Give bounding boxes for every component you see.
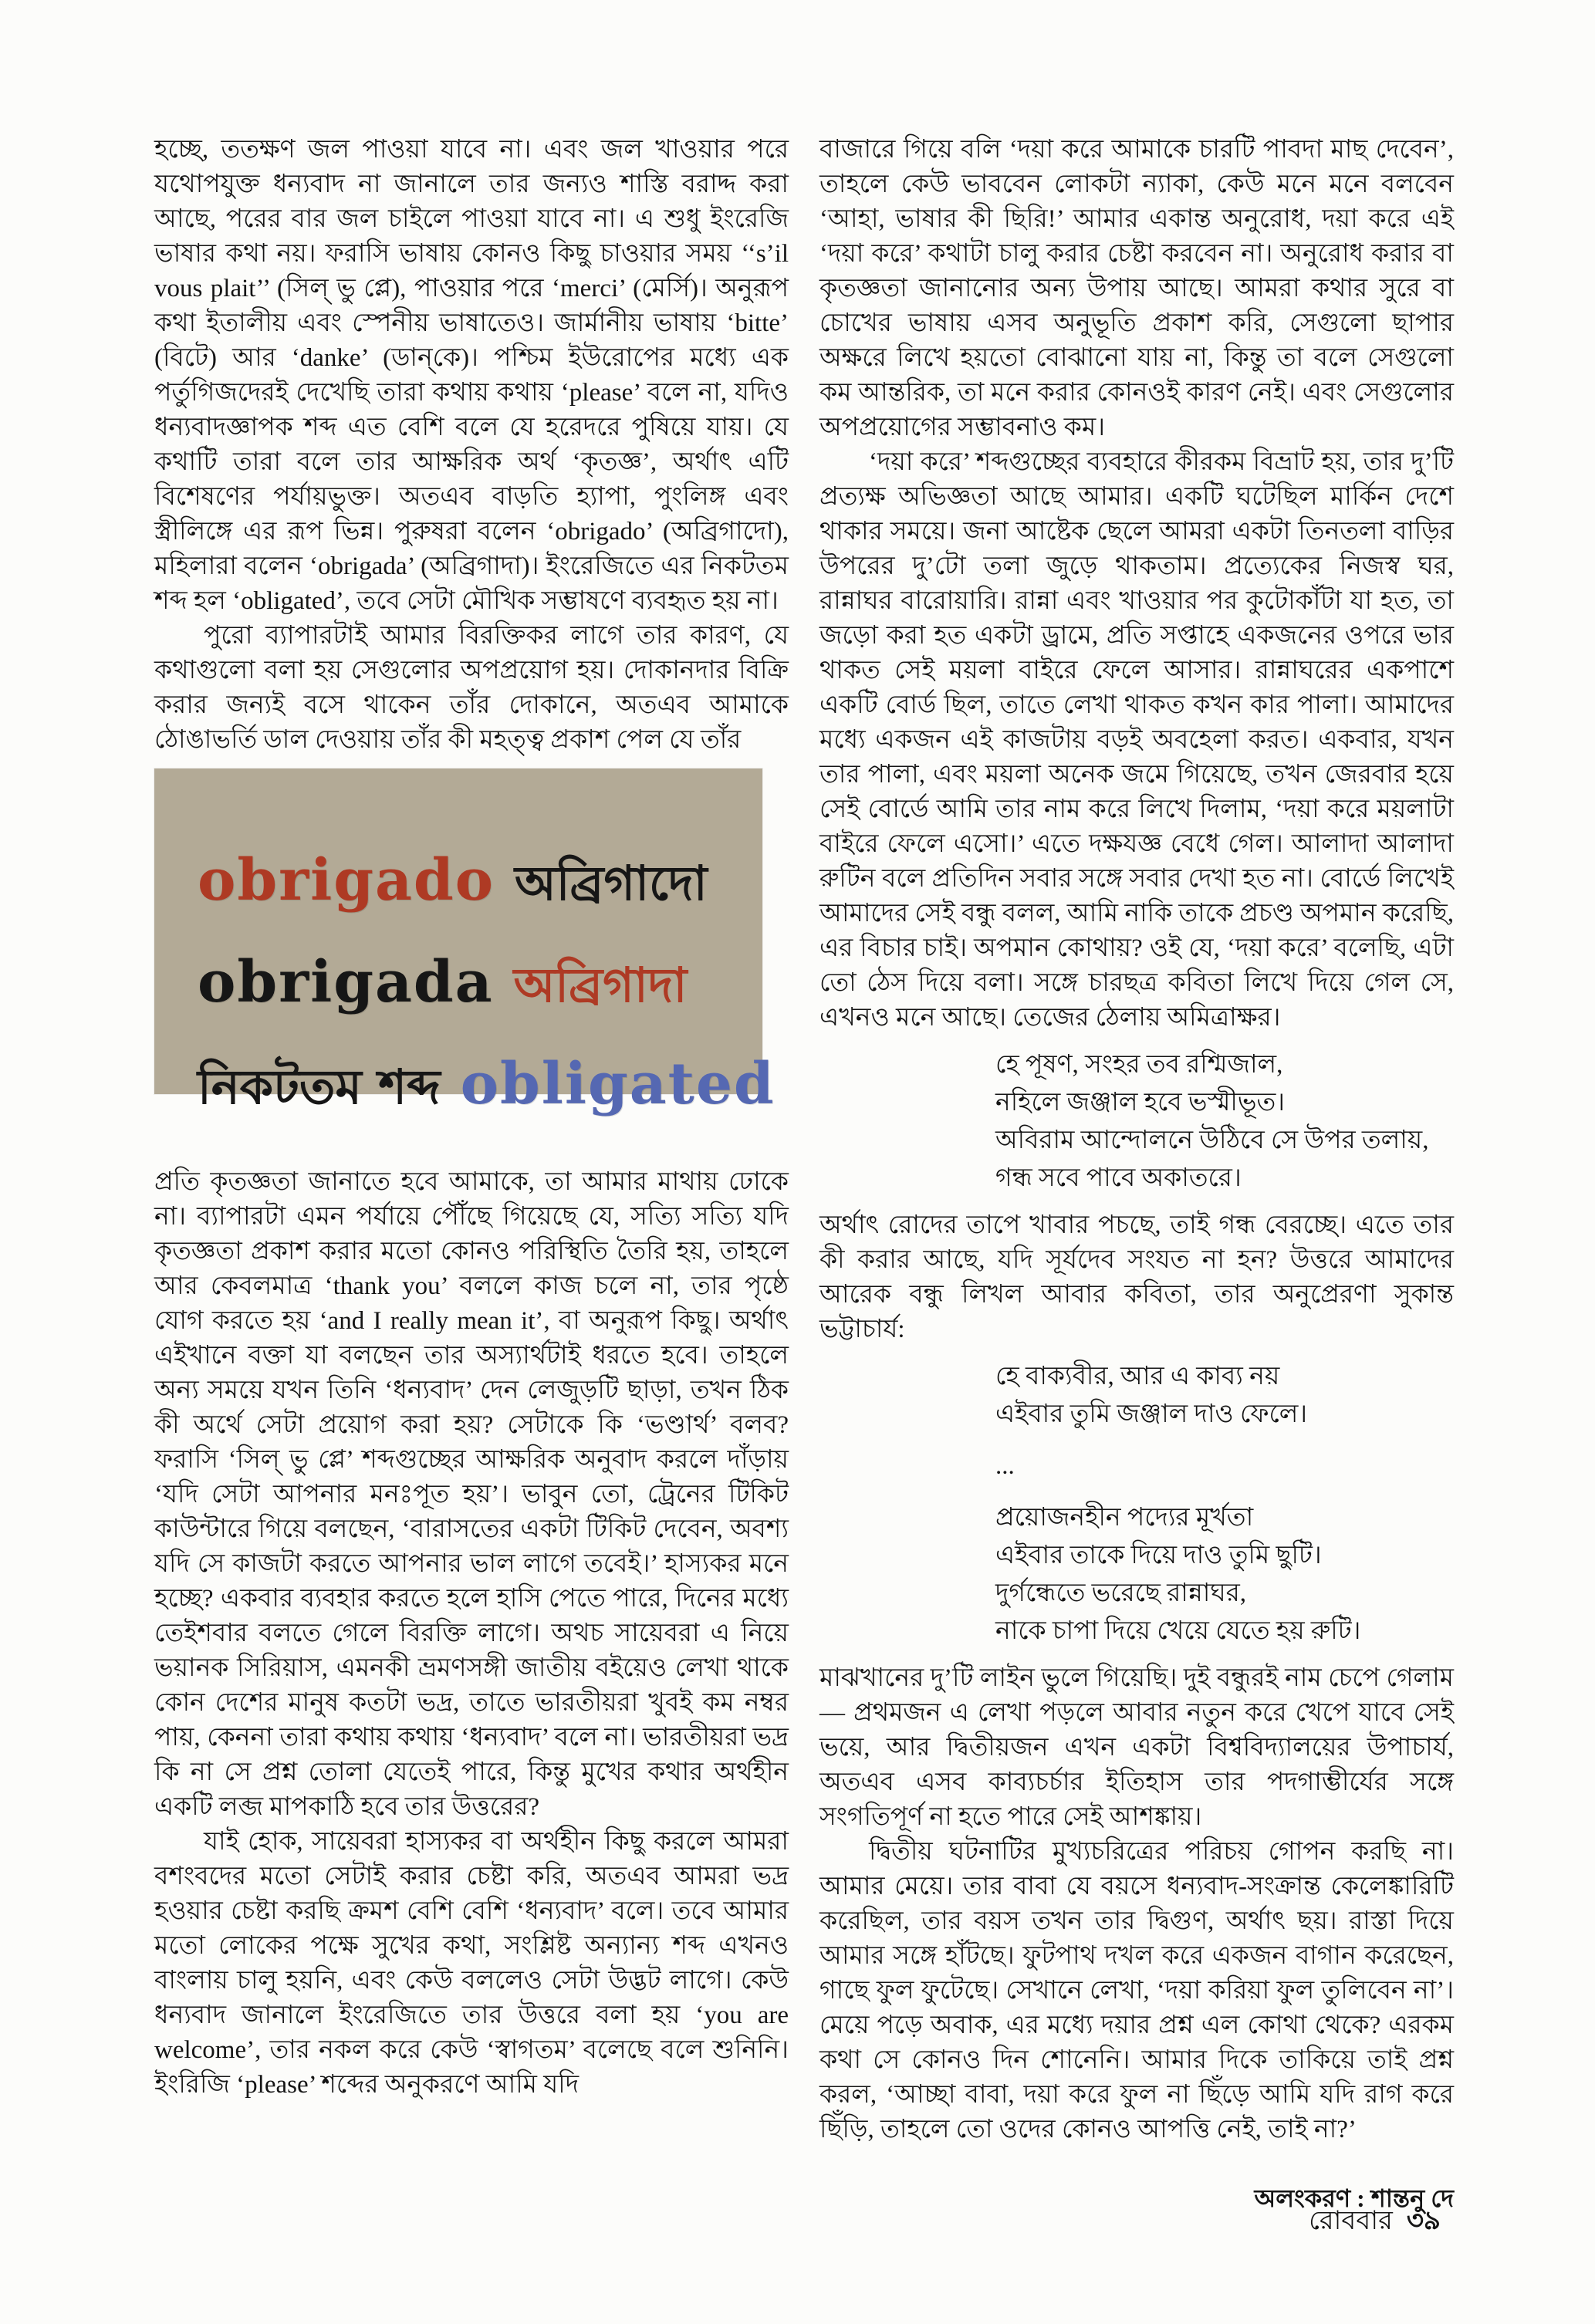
poem-line: হে পূষণ, সংহর তব রশ্মিজাল, [995,1051,1283,1079]
right-paragraph-2: ‘দয়া করে’ শব্দগুচ্ছের ব্যবহারে কীরকম বিভ্রাট হয়, তার দু’টি প্রত্যক্ষ অভিজ্ঞতা আছে আমার। একটি ঘটেছিল মার্কিন দেশে থাকার সময়ে। জনা আষ্টেক ছেলে আমরা একটা তিনতলা বাড়ির উপরের দু’টো তলা জুড়ে থাকতাম। প্রত্যেকের নিজস্ব ঘর, রান্নাঘর বারোয়ারি। রান্না এবং খাওয়ার পর কুটোকাঁটা যা হত, তা জড়ো করা হত একটা ড্রামে, প্রতি সপ্তাহে একজনের ওপরে ভার থাকত সেই ময়লা বাইরে ফেলে আসার। রান্নাঘরের একপাশে একটি বোর্ড ছিল, তাতে লেখা থাকত কখন কার পালা। আমাদের মধ্যে একজন এই কাজটায় বড়ই অবহেলা করত। একবার, যখন তার পালা, এবং ময়লা অনেক জমে গিয়েছে, তখন জেরবার হয়ে সেই বোর্ডে আমি তার নাম করে লিখে দিলাম, ‘দয়া করে ময়লাটা বাইরে ফেলে এসো।’ এতে দক্ষযজ্ঞ বেধে গেল। আলাদা আলাদা রুটিন বলে প্রতিদিন সবার সঙ্গে সবার দেখা হত না। বোর্ডে লিখেই আমাদের সেই বন্ধু বলল, আমি নাকি তাকে প্রচণ্ড অপমান করেছি, এর বিচার চাই। অপমান কোথায়? ওই যে, ‘দয়া করে’ বলেছি, এটা তো ঠেস দিয়ে বলা। সঙ্গে চারছত্র কবিতা লিখে দিয়ে গেল সে, এখনও মনে আছে। তেজের ঠেলায় অমিত্রাক্ষর। [819,448,1454,1032]
left-paragraph-3: যাই হোক, সায়েবরা হাস্যকর বা অর্থহীন কিছু করলে আমরা বশংবদের মতো সেটাই করার চেষ্টা করি, অতএব আমরা ভদ্র হওয়ার চেষ্টা করছি ক্রমশ বেশি বেশি ‘ধন্যবাদ’ বলে। তবে আমার মতো লোকের পক্ষে সুখের কথা, সংশ্লিষ্ট অন্যান্য শব্দ এখনও বাংলায় চালু হয়নি, এবং কেউ বললেও সেটা উদ্ভট লাগে। কেউ ধন্যবাদ জানালে ইংরেজিতে তার উত্তরে বলা হয় ‘you are welcome’, তার নকল করে কেউ ‘স্বাগতম’ বলেছে বলে শুনিনি। ইংরিজি ‘please’ শব্দের অনুকরণে আমি যদি [154,1828,789,2099]
poem-ellipsis-line: ... [995,1452,1015,1480]
poem-line: দুর্গন্ধেতে ভরেছে রান্নাঘর, [995,1579,1247,1607]
illustration-word-obrigado: obrigado [198,847,495,914]
footer-section-label: রোববার [1309,2207,1393,2235]
illustration-word-obrigado-bengali: অব্রিগাদো [515,855,708,911]
right-paragraph-5: দ্বিতীয় ঘটনাটির মুখ্যচরিত্রের পরিচয় গোপন করছি না। আমার মেয়ে। তার বাবা যে বয়সে ধন্যবাদ-সংক্রান্ত কেলেঙ্কারিটি করেছিল, তার বয়স তখন তার দ্বিগুণ, অর্থাৎ ছয়। রাস্তা দিয়ে আমার সঙ্গে হাঁটছে। ফুটপাথ দখল করে একজন বাগান করেছেন, গাছে ফুল ফুটেছে। সেখানে লেখা, ‘দয়া করিয়া ফুল তুলিবেন না’। মেয়ে পড়ে অবাক, এর মধ্যে দয়ার প্রশ্ন এল কোথা থেকে? এরকম কথা সে কোনও দিন শোনেনি। আমার দিকে তাকিয়ে তাই প্রশ্ন করল, ‘আচ্ছা বাবা, দয়া করে ফুল না ছিঁড়ে আমি যদি রাগ করে ছিঁড়ি, তাহলে তো ওদের কোনও আপত্তি নেই, তাই না?’ [819,1838,1454,2143]
poem-line: এইবার তাকে দিয়ে দাও তুমি ছুটি। [995,1542,1322,1569]
page-number: ৩৯ [1406,2207,1441,2235]
right-paragraph-1: বাজারে গিয়ে বলি ‘দয়া করে আমাকে চারটি পাবদা মাছ দেবেন’, তাহলে কেউ ভাববেন লোকটা ন্যাকা, কেউ মনে মনে বলবেন ‘আহা, ভাষার কী ছিরি!’ আমার একান্ত অনুরোধ, দয়া করে এই ‘দয়া করে’ কথাটা চালু করার চেষ্টা করবেন না। অনুরোধ করার বা কৃতজ্ঞতা জানানোর অন্য উপায় আছে। আমরা কথার সুরে বা চোখের ভাষায় এসব অনুভূতি প্রকাশ করি, সেগুলো ছাপার অক্ষরে লিখে হয়তো বোঝানো যায় না, কিন্তু তা বলে সেগুলো কম আন্তরিক, তা মনে করার কোনওই কারণ নেই। এবং সেগুলোর অপপ্রয়োগের সম্ভাবনাও কম। [819,136,1454,441]
poem-pushan [995,1046,1454,1197]
left-paragraph-1: হচ্ছে, ততক্ষণ জল পাওয়া যাবে না। এবং জল খাওয়ার পরে যথোপযুক্ত ধন্যবাদ না জানালে তার জন্যও শাস্তি বরাদ্দ করা আছে, পরের বার জল চাইলে পাওয়া যাবে না। এ শুধু ইংরেজি ভাষার কথা নয়। ফরাসি ভাষায় কোনও কিছু চাওয়ার সময় ‘‘s’il vous plait’’ (সিল্ ভু প্লে), পাওয়ার পরে ‘merci’ (মের্সি)। অনুরূপ কথা ইতালীয় এবং স্পেনীয় ভাষাতেও। জার্মানীয় ভাষায় ‘bitte’ (বিটে) আর ‘danke’ (ডান্‌কে)। পশ্চিম ইউরোপের মধ্যে এক পর্তুগিজদেরই দেখেছি তারা কথায় কথায় ‘please’ বলে না, যদিও ধন্যবাদজ্ঞাপক শব্দ এত বেশি বলে যে হরেদরে পুষিয়ে যায়। যে কথাটি তারা বলে তার আক্ষরিক অর্থ ‘কৃতজ্ঞ’, অর্থাৎ এটি বিশেষণের পর্যায়ভুক্ত। অতএব বাড়তি হ্যাপা, পুংলিঙ্গ এবং স্ত্রীলিঙ্গে এর রূপ ভিন্ন। পুরুষরা বলেন ‘obrigado’ (অব্রিগাদো), মহিলারা বলেন ‘obrigada’ (অব্রিগাদা)। ইংরেজিতে এর নিকটতম শব্দ হল ‘obligated’, তবে সেটা মৌখিক সম্ভাষণে ব্যবহৃত হয় না। [154,136,789,615]
illustration-line-3 [198,1039,776,1140]
poem-bakyabir [995,1358,1454,1650]
illustration-word-obrigada-bengali: অব্রিগাদা [513,957,688,1013]
illustration-word-obrigada: obrigada [198,949,494,1015]
illustration-line-1 [198,835,762,937]
illustration-word-obligated: obligated [460,1051,776,1117]
left-paragraph-2-after-image: প্রতি কৃতজ্ঞতা জানাতে হবে আমাকে, তা আমার মাথায় ঢোকে না। ব্যাপারটা এমন পর্যায়ে পৌঁছে গিয়েছে যে, সত্যি সত্যি যদি কৃতজ্ঞতা প্রকাশ করার মতো কোনও পরিস্থিতি তৈরি হয়, তাহলে আর কেবলমাত্র ‘thank you’ বললে কাজ চলে না, তার পৃষ্ঠে যোগ করতে হয় ‘and I really mean it’, বা অনুরূপ কিছু। অর্থাৎ এইখানে বক্তা যা বলছেন তার অস্যার্থটাই ধরতে হবে। তাহলে অন্য সময়ে যখন তিনি ‘ধন্যবাদ’ দেন লেজুড়টি ছাড়া, তখন ঠিক কী অর্থে সেটা প্রয়োগ করা হয়? সেটাকে কি ‘ভণ্ডার্থ’ বলব? ফরাসি ‘সিল্ ভু প্লে’ শব্দগুচ্ছের আক্ষরিক অনুবাদ করলে দাঁড়ায় ‘যদি সেটা আপনার মনঃপূত হয়’। ভাবুন তো, ট্রেনের টিকিট কাউন্টারে গিয়ে বলছেন, ‘বারাসতের একটা টিকিট দেবেন, অবশ্য যদি সে কাজটা করতে আপনার ভাল লাগে তবেই।’ হাস্যকর মনে হচ্ছে? একবার ব্যবহার করতে হলে হাসি পেতে পারে, দিনের মধ্যে তেইশবার বলতে গেলে বিরক্তি লাগে। অথচ সায়েবরা এ নিয়ে ভয়ানক সিরিয়াস, এমনকী ভ্রমণসঙ্গী জাতীয় বইয়েও লেখা থাকে কোন দেশের মানুষ কতটা ভদ্র, তাতে ভারতীয়রা খুবই কম নম্বর পায়, কেননা তারা কথায় কথায় ‘ধন্যবাদ’ বলে না। ভারতীয়রা ভদ্র কি না সে প্রশ্ন তোলা যেতেই পারে, কিন্তু মুখের কথার অর্থহীন একটি লব্জ মাপকাঠি হবে তার উত্তরের? [154,1168,789,1821]
illustrator-credit: অলংকরণ : শান্তনু দে [1254,2184,1454,2212]
illustration-phrase-nikattama-shabda: নিকটতম শব্দ [198,1059,441,1115]
right-paragraph-3: অর্থাৎ রোদের তাপে খাবার পচছে, তাই গন্ধ বেরচ্ছে। এতে তার কী করার আছে, যদি সূর্যদেব সংযত না হন? উত্তরে আমাদের আরেক বন্ধু লিখল আবার কবিতা, তার অনুপ্রেরণা সুকান্ত ভট্টাচার্য: [819,1211,1454,1343]
poem-line: এইবার তুমি জঞ্জাল দাও ফেলে। [995,1400,1308,1428]
right-column [819,133,1454,2216]
illustration-line-2 [198,937,762,1039]
poem-line: হে বাক্যবীর, আর এ কাব্য নয় [995,1363,1280,1390]
poem-line: নহিলে জঞ্জাল হবে ভস্মীভূত। [995,1089,1286,1116]
left-column [154,133,789,2103]
left-paragraph-2-before-image: পুরো ব্যাপারটাই আমার বিরক্তিকর লাগে তার কারণ, যে কথাগুলো বলা হয় সেগুলোর অপপ্রয়োগ হয়। দোকানদার বিক্রি করার জন্যই বসে থাকেন তাঁর দোকানে, অতএব আমাকে ঠোঙাভর্তি ডাল দেওয়ায় তাঁর কী মহত্ত্ব প্রকাশ পেল যে তাঁর [154,622,789,754]
poem-line: গন্ধ সবে পাবে অকাতরে। [995,1164,1242,1192]
poem-line: প্রয়োজনহীন পদ্যের মূর্খতা [995,1504,1254,1532]
poem-line: অবিরাম আন্দোলনে উঠিবে সে উপর তলায়, [995,1127,1429,1154]
poem-line: নাকে চাপা দিয়ে খেয়ে যেতে হয় রুটি। [995,1617,1361,1645]
right-paragraph-4: মাঝখানের দু’টি লাইন ভুলে গিয়েছি। দুই বন্ধুরই নাম চেপে গেলাম— প্রথমজন এ লেখা পড়লে আবার নতুন করে খেপে যাবে সেই ভয়ে, আর দ্বিতীয়জন এখন একটা বিশ্ববিদ্যালয়ের উপাচার্য, অতএব এসব কাব্যচর্চার ইতিহাস তার পদগাম্ভীর্যের সঙ্গে সংগতিপূর্ণ না হতে পারে সেই আশঙ্কায়। [819,1664,1454,1831]
page-footer [1309,2201,1441,2245]
inline-illustration [154,768,776,1117]
